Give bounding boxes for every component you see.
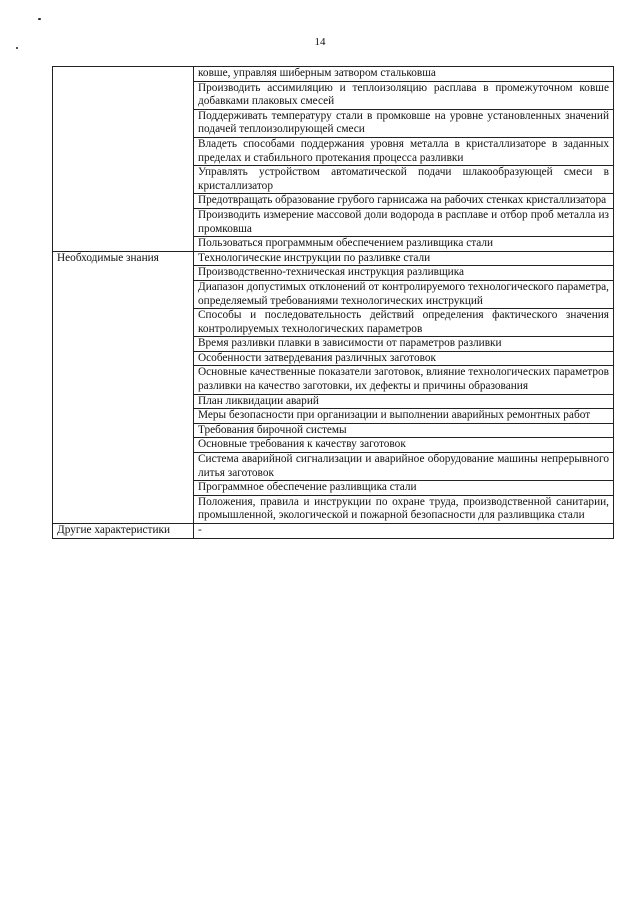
page-number: 14 — [314, 36, 326, 48]
table-row — [53, 524, 614, 539]
scan-speck — [16, 47, 18, 49]
table-cell: Управлять устройством автоматической подачи шлакообразующей смеси в кристаллизатор — [194, 166, 614, 194]
table-cell: Производить измерение массовой доли водорода в расплаве и отбор проб металла из промковша — [194, 208, 614, 236]
table-cell: Пользоваться программным обеспечением разливщика стали — [194, 237, 614, 252]
empty-label-cell — [53, 67, 194, 252]
scan-speck — [38, 18, 41, 20]
table-cell: Предотвращать образование грубого гарнисажа на рабочих стенках кристаллизатора — [194, 194, 614, 209]
other-value-cell: - — [194, 524, 614, 539]
table-cell: Поддерживать температуру стали в промковше на уровне установленных значений подачей теплоизолирующей смеси — [194, 109, 614, 137]
table-cell: Требования бирочной системы — [194, 423, 614, 438]
table-cell: Производственно-техническая инструкция разливщика — [194, 266, 614, 281]
table-cell: Положения, правила и инструкции по охране труда, производственной санитарии, промышленной, экологической и пожарной безопасности для разливщика стали — [194, 495, 614, 523]
table-cell: Меры безопасности при организации и выполнении аварийных ремонтных работ — [194, 409, 614, 424]
table-cell: ковше, управляя шиберным затвором стальковша — [194, 67, 614, 82]
other-label-cell: Другие характеристики — [53, 524, 194, 539]
table-row — [53, 67, 614, 82]
knowledge-label-cell: Необходимые знания — [53, 251, 194, 523]
competency-table — [52, 66, 614, 539]
table-cell: Способы и последовательность действий определения фактического значения контролируемых технологических параметров — [194, 309, 614, 337]
table-cell: Система аварийной сигнализации и аварийное оборудование машины непрерывного литья заготовок — [194, 453, 614, 481]
table-cell: Технологические инструкции по разливке стали — [194, 251, 614, 266]
table-cell: Диапазон допустимых отклонений от контролируемого технологического параметра, определяемый требованиями технологических инструкций — [194, 280, 614, 308]
table-cell: Основные требования к качеству заготовок — [194, 438, 614, 453]
table-cell: Время разливки плавки в зависимости от параметров разливки — [194, 337, 614, 352]
table-cell: Особенности затвердевания различных заготовок — [194, 351, 614, 366]
table-row — [53, 251, 614, 266]
table-cell: Владеть способами поддержания уровня металла в кристаллизаторе в заданных пределах и стабильного протекания процесса разливки — [194, 137, 614, 165]
table-cell: План ликвидации аварий — [194, 394, 614, 409]
table-cell: Производить ассимиляцию и теплоизоляцию расплава в промежуточном ковше добавками плаковых смесей — [194, 81, 614, 109]
table-cell: Основные качественные показатели заготовок, влияние технологических параметров разливки на качество заготовки, их дефекты и причины образования — [194, 366, 614, 394]
table-cell: Программное обеспечение разливщика стали — [194, 481, 614, 496]
